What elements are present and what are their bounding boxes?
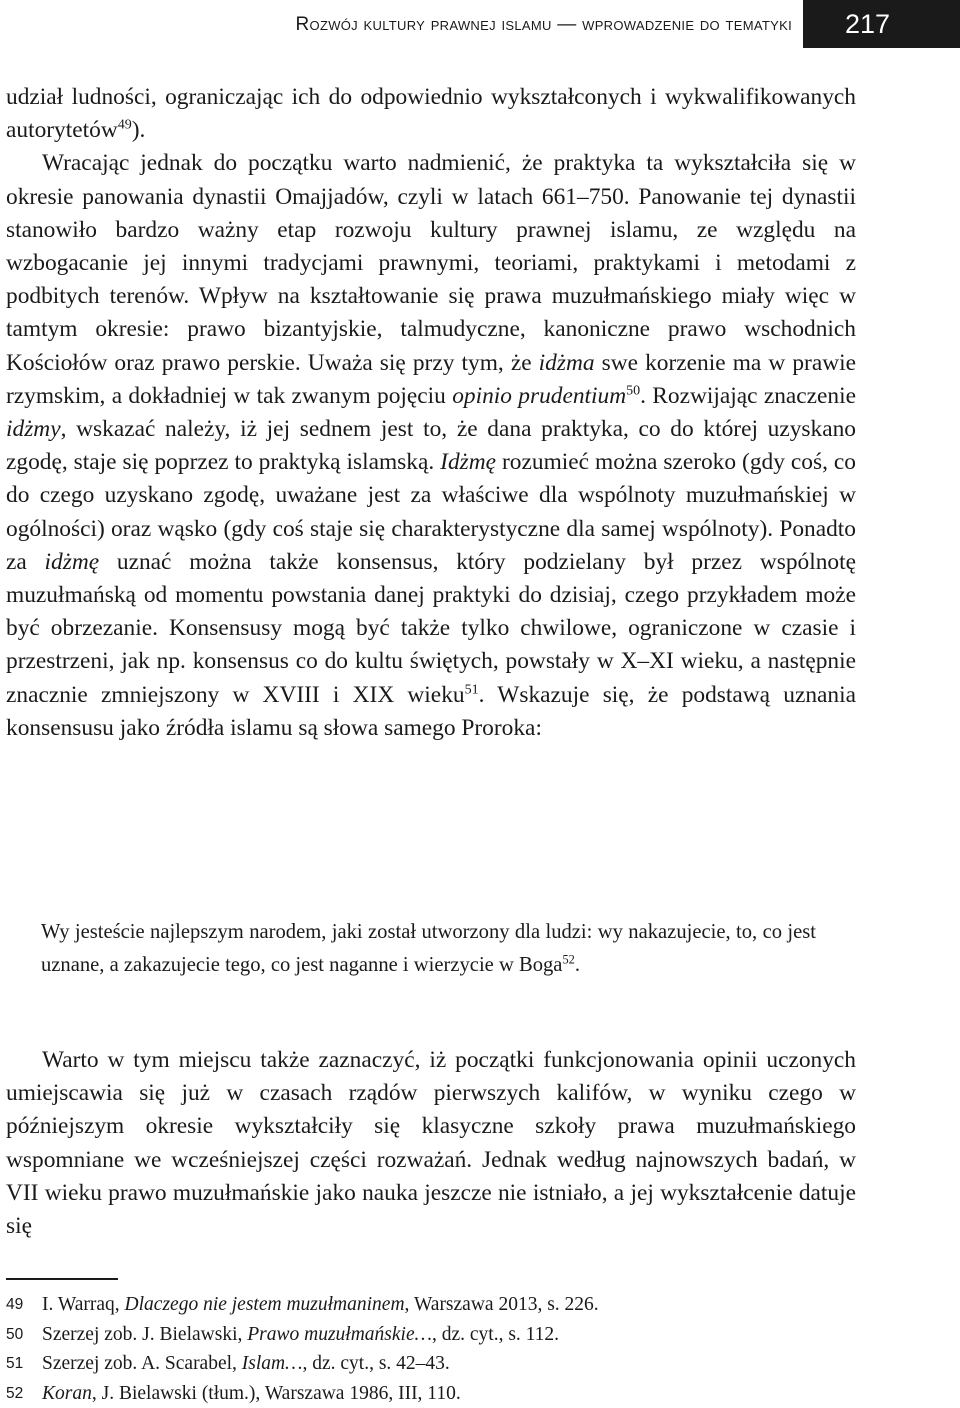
footnotes [6,1290,906,1408]
footnote-divider [6,1278,118,1280]
italic-term: idżma [539,350,595,376]
footnote-title: Dlaczego nie jestem muzułmaninem [125,1294,405,1315]
footnote-text: Szerzej zob. A. Scarabel, [42,1353,242,1374]
main-text-continued [6,1044,856,1243]
italic-term: idżmę [45,549,100,575]
paragraph-2 [6,147,856,745]
block-quote [41,916,816,982]
text-run: rozumieć można szeroko (gdy coś, co do czego uzyskano zgodę, uważane jest za właściwe dla wspólnoty muzułmańskiej w ogólności) oraz wąsko (gdy coś staje się charakterystyczne dla samej wspólnoty). Ponadto za [6,449,856,575]
footnote-item [6,1290,906,1320]
main-text [6,81,856,745]
footnote-text: , Warszawa 2013, s. 226. [405,1294,599,1315]
page-number: 217 [803,0,960,48]
footnote-text: Szerzej zob. J. Bielawski, [42,1324,247,1345]
paragraph-3: Warto w tym miejscu także zaznaczyć, iż początki funkcjonowania opinii uczonych umiejscawia się już w czasach rządów pierwszych kalifów, w wyniku czego w późniejszym okresie wykształciły się klasyczne szkoły prawa muzułmańskiego wspomniane we wcześniejszej części rozważań. Jednak według najnowszych badań, w VII wieku prawo muzułmańskie jako nauka jeszcze nie istniało, a jej wykształcenie datuje się [6,1044,856,1243]
text-run: . Wskazuje się, że podstawą uznania konsensusu jako źródła islamu są słowa samego Proroka: [6,682,856,741]
footnote-number: 52 [6,1379,42,1408]
footnote-text: , dz. cyt., s. 42–43. [302,1353,449,1374]
footnote-title: Koran [42,1383,92,1404]
footnote-ref-49: 49 [118,117,132,133]
paragraph-1 [6,81,856,147]
footnote-ref-50: 50 [626,382,640,398]
footnote-number: 49 [6,1290,42,1320]
footnote-text: I. Warraq, [42,1294,125,1315]
footnote-title: Islam… [242,1353,303,1374]
footnote-ref-52: 52 [562,953,574,967]
footnote-item [6,1320,906,1350]
italic-term: opinio prudentium [452,383,626,409]
text-run: swe korzenie ma w prawie rzymskim, a dokładniej w tak zwanym pojęciu [6,350,856,409]
footnote-text: , J. Bielawski (tłum.), Warszawa 1986, III, 110. [92,1383,461,1404]
text-run: , wskazać należy, iż jej sednem jest to, że dana praktyka, co do której uzyskano zgodę, staje się poprzez to praktyką islamską. [6,416,856,475]
footnote-ref-51: 51 [465,681,479,697]
footnote-number: 51 [6,1349,42,1379]
text-run: Wracając jednak do początku warto nadmienić, że praktyka ta wykształciła się w okresie panowania dynastii Omajjadów, czyli w latach 661–750. Panowanie tej dynastii stanowiło bardzo ważny etap rozwoju kultury prawnej islamu, ze względu na wzbogacanie jej innymi tradycjami prawnymi, teoriami, praktykami i metodami z podbitych terenów. Wpływ na kształtowanie się prawa muzułmańskiego miały więc w tamtym okresie: prawo bizantyjskie, talmudyczne, kanoniczne prawo wschodnich Kościołów oraz prawo perskie. Uważa się przy tym, że [6,150,856,375]
text-run: . Rozwijając znaczenie [640,383,856,409]
text-run: . [575,954,580,976]
page-header [0,0,960,48]
footnote-title: Prawo muzułmańskie… [247,1324,432,1345]
footnote-text: , dz. cyt., s. 112. [432,1324,559,1345]
text-run: udział ludności, ograniczając ich do odpowiednio wykształconych i wykwalifikowanych autorytetów [6,84,856,143]
quote-text: Wy jesteście najlepszym narodem, jaki został utworzony dla ludzi: wy nakazujecie, to, co jest uznane, a zakazujecie tego, co jest naganne i wierzycie w Boga [41,921,816,976]
italic-term: Idżmę [440,449,496,475]
running-title: Rozwój kultury prawnej islamu — wprowadzenie do tematyki [296,14,792,36]
text-run: ). [132,117,146,143]
footnote-number: 50 [6,1320,42,1350]
italic-term: idżmy [6,416,61,442]
text-run: uznać można także konsensus, który podzielany był przez wspólnotę muzułmańską od momentu powstania danej praktyki do dzisiaj, czego przykładem może być obrzezanie. Konsensusy mogą być także tylko chwilowe, ograniczone w czasie i przestrzeni, jak np. konsensus co do kultu świętych, powstały w X–XI wieku, a następnie znacznie zmniejszony w XVIII i XIX wieku [6,549,856,708]
footnote-item [6,1349,906,1379]
